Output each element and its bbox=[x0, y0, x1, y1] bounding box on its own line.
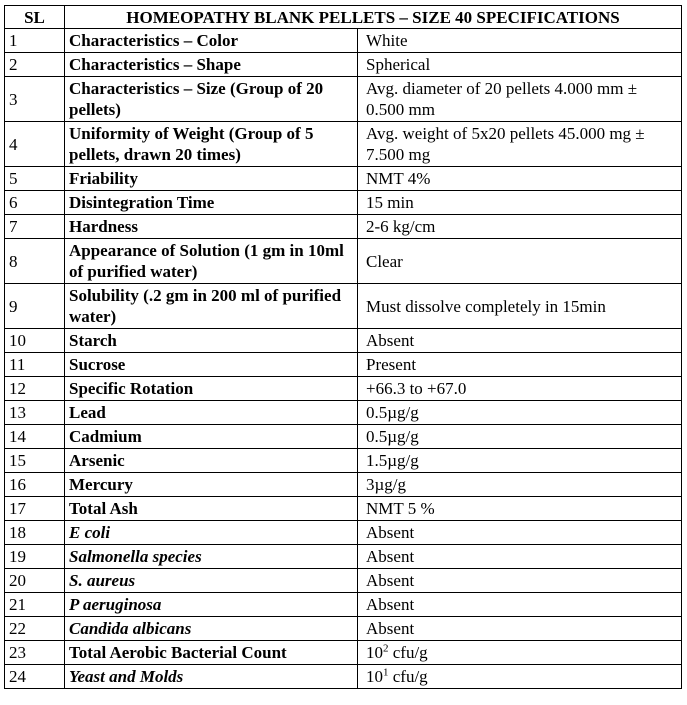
table-header-row bbox=[5, 6, 682, 29]
table-row bbox=[5, 473, 682, 497]
row-number: 3 bbox=[5, 77, 65, 122]
parameter-cell: Hardness bbox=[65, 215, 358, 239]
row-number: 9 bbox=[5, 284, 65, 329]
table-row bbox=[5, 29, 682, 53]
row-number: 7 bbox=[5, 215, 65, 239]
table-row bbox=[5, 641, 682, 665]
table-row bbox=[5, 425, 682, 449]
table-row bbox=[5, 284, 682, 329]
parameter-cell: Arsenic bbox=[65, 449, 358, 473]
parameter-cell: Sucrose bbox=[65, 353, 358, 377]
table-row bbox=[5, 191, 682, 215]
value-cell: Clear bbox=[358, 239, 682, 284]
row-number: 22 bbox=[5, 617, 65, 641]
row-number: 17 bbox=[5, 497, 65, 521]
row-number: 18 bbox=[5, 521, 65, 545]
row-number: 2 bbox=[5, 53, 65, 77]
value-cell: 3µg/g bbox=[358, 473, 682, 497]
value-cell: Absent bbox=[358, 617, 682, 641]
value-cell: Absent bbox=[358, 593, 682, 617]
row-number: 19 bbox=[5, 545, 65, 569]
value-cell bbox=[358, 641, 682, 665]
row-number: 14 bbox=[5, 425, 65, 449]
table-title: HOMEOPATHY BLANK PELLETS – SIZE 40 SPECIFICATIONS bbox=[65, 6, 682, 29]
specifications-table bbox=[4, 5, 682, 689]
table-row bbox=[5, 53, 682, 77]
table-row bbox=[5, 239, 682, 284]
value-base: 10 bbox=[366, 643, 383, 662]
parameter-cell: Lead bbox=[65, 401, 358, 425]
value-cell: Absent bbox=[358, 569, 682, 593]
row-number: 15 bbox=[5, 449, 65, 473]
value-cell: Absent bbox=[358, 329, 682, 353]
table-row bbox=[5, 122, 682, 167]
value-cell bbox=[358, 665, 682, 689]
value-cell: NMT 4% bbox=[358, 167, 682, 191]
parameter-cell: P aeruginosa bbox=[65, 593, 358, 617]
table-row bbox=[5, 569, 682, 593]
parameter-cell: Yeast and Molds bbox=[65, 665, 358, 689]
value-cell: NMT 5 % bbox=[358, 497, 682, 521]
table-row bbox=[5, 377, 682, 401]
parameter-cell: Solubility (.2 gm in 200 ml of purified water) bbox=[65, 284, 358, 329]
table-row bbox=[5, 77, 682, 122]
value-cell: White bbox=[358, 29, 682, 53]
value-cell: Absent bbox=[358, 545, 682, 569]
row-number: 4 bbox=[5, 122, 65, 167]
parameter-cell: Friability bbox=[65, 167, 358, 191]
parameter-cell: Disintegration Time bbox=[65, 191, 358, 215]
value-cell: Must dissolve completely in 15min bbox=[358, 284, 682, 329]
parameter-cell: Characteristics – Shape bbox=[65, 53, 358, 77]
parameter-cell: Uniformity of Weight (Group of 5 pellets, drawn 20 times) bbox=[65, 122, 358, 167]
parameter-cell: Salmonella species bbox=[65, 545, 358, 569]
value-cell: 15 min bbox=[358, 191, 682, 215]
sl-header: SL bbox=[5, 6, 65, 29]
value-cell: +66.3 to +67.0 bbox=[358, 377, 682, 401]
table-row bbox=[5, 665, 682, 689]
parameter-cell: Appearance of Solution (1 gm in 10ml of purified water) bbox=[65, 239, 358, 284]
row-number: 5 bbox=[5, 167, 65, 191]
parameter-cell: Cadmium bbox=[65, 425, 358, 449]
table-row bbox=[5, 617, 682, 641]
parameter-cell: E coli bbox=[65, 521, 358, 545]
row-number: 8 bbox=[5, 239, 65, 284]
parameter-cell: Total Ash bbox=[65, 497, 358, 521]
value-cell: Avg. weight of 5x20 pellets 45.000 mg ± 7.500 mg bbox=[358, 122, 682, 167]
parameter-cell: Characteristics – Color bbox=[65, 29, 358, 53]
value-exponent: 2 bbox=[383, 642, 389, 655]
table-row bbox=[5, 167, 682, 191]
value-base: 10 bbox=[366, 667, 383, 686]
value-cell: Present bbox=[358, 353, 682, 377]
parameter-cell: Total Aerobic Bacterial Count bbox=[65, 641, 358, 665]
value-cell: 1.5µg/g bbox=[358, 449, 682, 473]
row-number: 20 bbox=[5, 569, 65, 593]
value-cell: Absent bbox=[358, 521, 682, 545]
parameter-cell: Starch bbox=[65, 329, 358, 353]
table-row bbox=[5, 497, 682, 521]
row-number: 16 bbox=[5, 473, 65, 497]
value-cell: Spherical bbox=[358, 53, 682, 77]
row-number: 6 bbox=[5, 191, 65, 215]
row-number: 13 bbox=[5, 401, 65, 425]
parameter-cell: Characteristics – Size (Group of 20 pellets) bbox=[65, 77, 358, 122]
table-row bbox=[5, 449, 682, 473]
value-cell: 2-6 kg/cm bbox=[358, 215, 682, 239]
row-number: 23 bbox=[5, 641, 65, 665]
table-row bbox=[5, 545, 682, 569]
table-row bbox=[5, 593, 682, 617]
value-cell: Avg. diameter of 20 pellets 4.000 mm ± 0.500 mm bbox=[358, 77, 682, 122]
parameter-cell: Candida albicans bbox=[65, 617, 358, 641]
parameter-cell: Specific Rotation bbox=[65, 377, 358, 401]
parameter-cell: S. aureus bbox=[65, 569, 358, 593]
value-cell: 0.5µg/g bbox=[358, 425, 682, 449]
value-unit: cfu/g bbox=[388, 643, 428, 662]
table-row bbox=[5, 401, 682, 425]
table-row bbox=[5, 353, 682, 377]
row-number: 24 bbox=[5, 665, 65, 689]
row-number: 21 bbox=[5, 593, 65, 617]
value-exponent: 1 bbox=[383, 666, 389, 679]
parameter-cell: Mercury bbox=[65, 473, 358, 497]
value-unit: cfu/g bbox=[388, 667, 428, 686]
table-row bbox=[5, 215, 682, 239]
row-number: 1 bbox=[5, 29, 65, 53]
row-number: 10 bbox=[5, 329, 65, 353]
table-row bbox=[5, 329, 682, 353]
row-number: 12 bbox=[5, 377, 65, 401]
value-cell: 0.5µg/g bbox=[358, 401, 682, 425]
row-number: 11 bbox=[5, 353, 65, 377]
table-row bbox=[5, 521, 682, 545]
